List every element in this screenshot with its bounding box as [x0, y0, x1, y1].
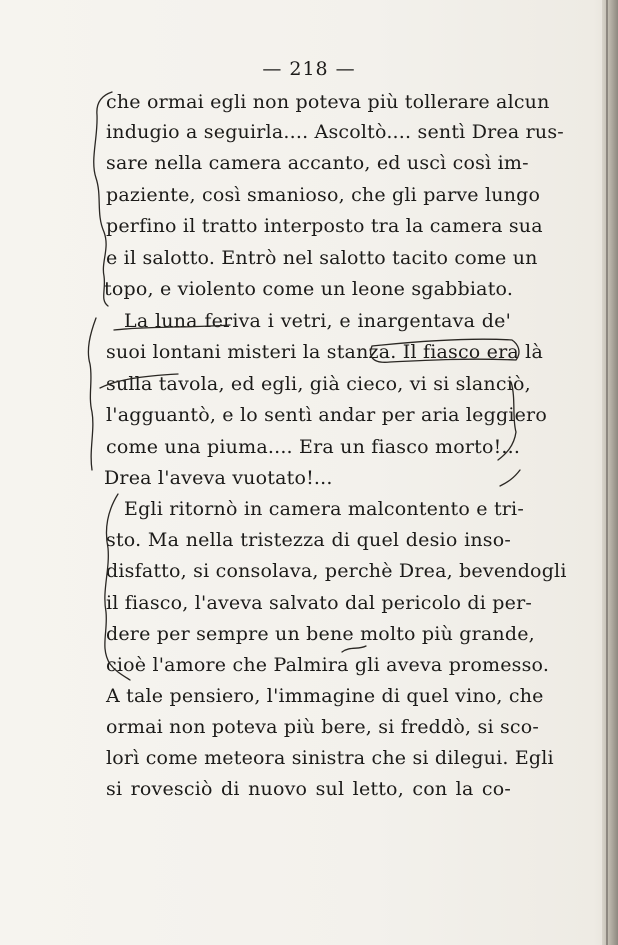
text-line-2: indugio a seguirla.... Ascoltò.... sentì Drea rus-	[106, 121, 564, 143]
page-number: — 218 —	[262, 58, 356, 80]
text-line-10: sulla tavola, ed egli, già cieco, vi si slanciò,	[106, 373, 531, 395]
curve-mark	[100, 374, 178, 388]
text-line-14: Egli ritornò in camera malcontento e tri-	[124, 498, 524, 520]
text-line-5: perfino il tratto interposto tra la camera sua	[106, 215, 543, 237]
bracket-mark-4	[105, 494, 130, 680]
text-line-4: paziente, così smanioso, che gli parve lungo	[106, 184, 541, 206]
caret-mark	[342, 646, 366, 652]
text-line-19: cioè l'amore che Palmira gli aveva promesso.	[106, 654, 550, 676]
text-line-22: lorì come meteora sinistra che si dilegui. Egli	[106, 747, 554, 769]
text-line-13: Drea l'aveva vuotato!...	[104, 467, 333, 489]
text-line-17: il fiasco, l'aveva salvato dal pericolo di per-	[106, 592, 532, 614]
text-line-15: sto. Ma nella tristezza di quel desio inso-	[106, 529, 511, 551]
text-line-8: La luna feriva i vetri, e inargentava de'	[124, 310, 511, 332]
text-line-16: disfatto, si consolava, perchè Drea, bevendogli	[106, 560, 567, 582]
text-line-1: che ormai egli non poteva più tollerare alcun	[106, 91, 550, 113]
text-line-20: A tale pensiero, l'immagine di quel vino, che	[106, 685, 544, 707]
text-line-3: sare nella camera accanto, ed uscì così im-	[106, 152, 529, 174]
text-line-23: si rovesciò di nuovo sul letto, con la co-	[106, 778, 511, 800]
bracket-mark-1	[94, 92, 112, 306]
text-line-9: suoi lontani misteri la stanza. Il fiasco era là	[106, 341, 543, 363]
bracket-mark-3	[498, 382, 516, 460]
text-line-7: topo, e violento come un leone sgabbiato.	[104, 278, 514, 300]
text-line-21: ormai non poteva più bere, si freddò, si sco-	[106, 716, 540, 738]
tick-mark	[500, 470, 520, 486]
text-line-18: dere per sempre un bene molto più grande,	[106, 623, 535, 645]
underline-mark-1	[114, 325, 230, 330]
text-line-12: come una piuma.... Era un fiasco morto!...	[106, 436, 521, 458]
text-line-6: e il salotto. Entrò nel salotto tacito come un	[106, 247, 538, 269]
bracket-mark-2	[88, 318, 96, 470]
box-mark	[371, 339, 519, 362]
text-line-11: l'agguantò, e lo sentì andar per aria leggiero	[106, 404, 547, 426]
